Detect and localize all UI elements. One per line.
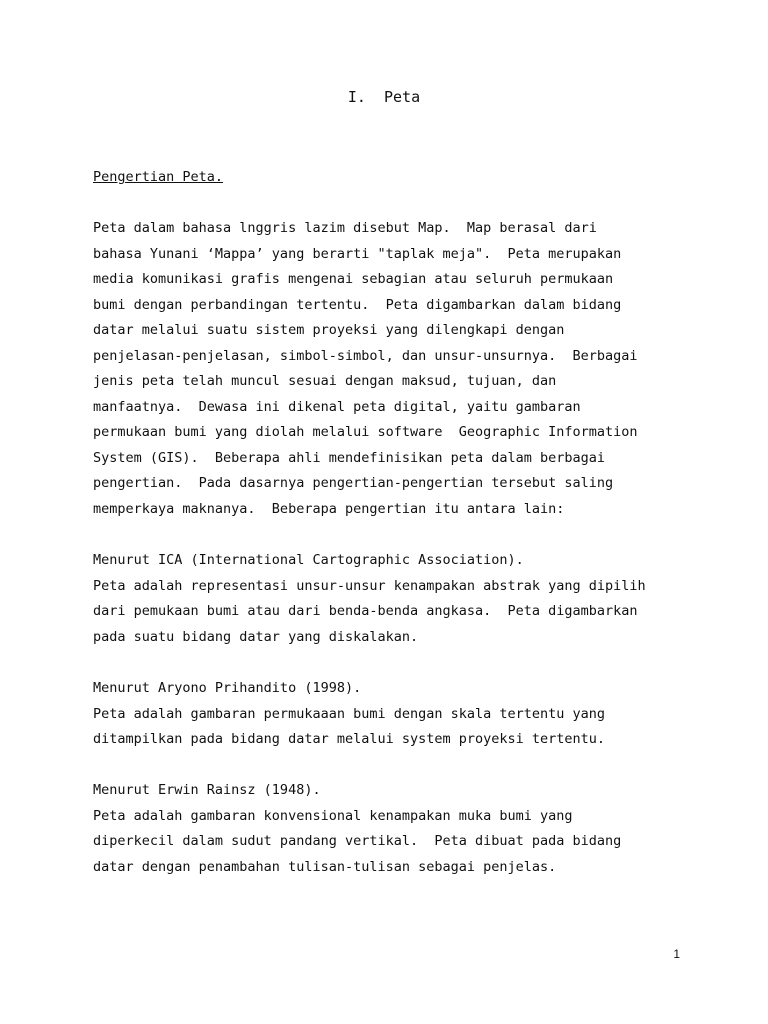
definition-source: Menurut ICA (International Cartographic Association). <box>93 552 524 568</box>
definition-line: ditampilkan pada bidang datar melalui system proyeksi tertentu. <box>93 731 606 747</box>
chapter-title: I. Peta <box>347 88 421 106</box>
definition-ica <box>93 548 693 650</box>
paragraph-line: penjelasan-penjelasan, simbol-simbol, dan unsur-unsurnya. Berbagai <box>93 347 638 364</box>
paragraph-line: media komunikasi grafis mengenai sebagian atau seluruh permukaan <box>93 271 614 287</box>
paragraph-line: bahasa Yunani ‘Mappa’ yang berarti "taplak meja". Peta merupakan <box>93 245 622 262</box>
paragraph-line: jenis peta telah muncul sesuai dengan maksud, tujuan, dan <box>93 373 557 389</box>
definition-erwin <box>93 778 693 880</box>
intro-paragraph <box>93 216 693 522</box>
paragraph-line: manfaatnya. Dewasa ini dikenal peta digital, yaitu gambaran <box>93 398 581 415</box>
paragraph-line: datar melalui suatu sistem proyeksi yang dilengkapi dengan <box>93 322 565 338</box>
definition-line: dari pemukaan bumi atau dari benda-benda angkasa. Peta digambarkan <box>93 603 638 619</box>
paragraph-line: memperkaya maknanya. Beberapa pengertian itu antara lain: <box>93 500 565 517</box>
definition-line: Peta adalah gambaran permukaaan bumi dengan skala tertentu yang <box>93 705 606 722</box>
section-heading: Pengertian Peta. <box>93 169 224 185</box>
definition-aryono <box>93 676 693 753</box>
paragraph-line: pengertian. Pada dasarnya pengertian-pengertian tersebut saling <box>93 475 614 491</box>
paragraph-line: System (GIS). Beberapa ahli mendefinisikan peta dalam berbagai <box>93 449 606 466</box>
definition-line: diperkecil dalam sudut pandang vertikal. Peta dibuat pada bidang <box>93 833 622 849</box>
definition-line: pada suatu bidang datar yang diskalakan. <box>93 628 419 645</box>
definition-line: datar dengan penambahan tulisan-tulisan sebagai penjelas. <box>93 858 557 875</box>
definition-source: Menurut Aryono Prihandito (1998). <box>93 680 362 696</box>
paragraph-line: permukaan bumi yang diolah melalui software Geographic Information <box>93 424 638 440</box>
page-number: 1 <box>673 947 680 961</box>
paragraph-line: Peta dalam bahasa lnggris lazim disebut Map. Map berasal dari <box>93 220 597 236</box>
definition-line: Peta adalah representasi unsur-unsur kenampakan abstrak yang dipilih <box>93 577 646 594</box>
paragraph-line: bumi dengan perbandingan tertentu. Peta digambarkan dalam bidang <box>93 296 622 313</box>
definition-line: Peta adalah gambaran konvensional kenampakan muka bumi yang <box>93 807 573 824</box>
definition-source: Menurut Erwin Rainsz (1948). <box>93 782 321 798</box>
